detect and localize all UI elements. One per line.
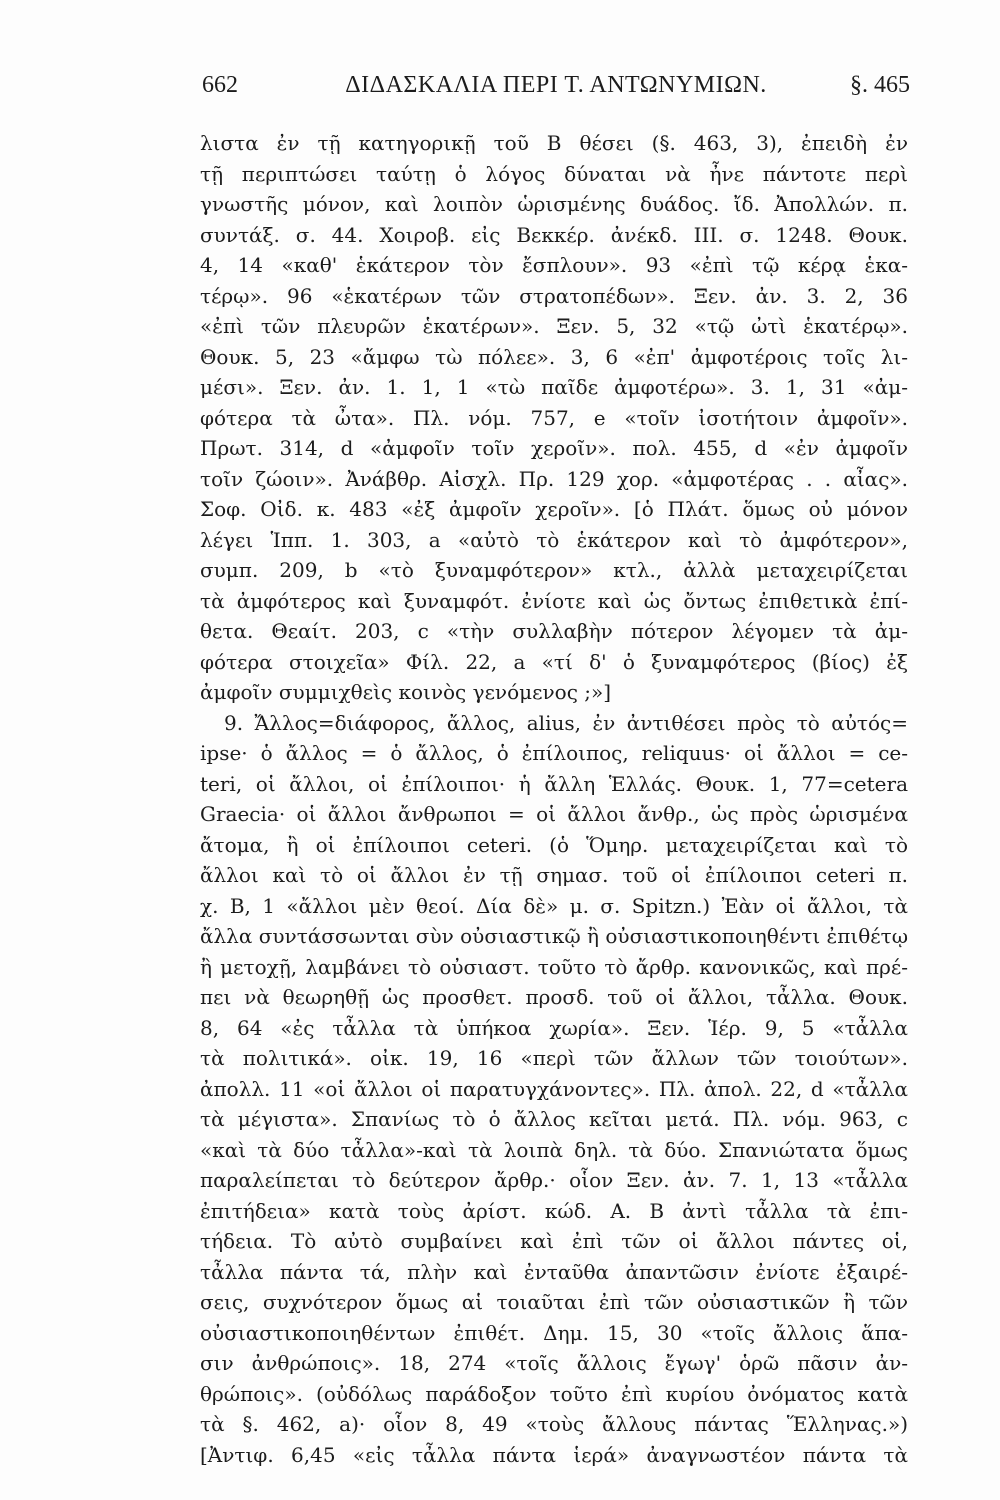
text-line: teri, οἱ ἄλλοι, οἱ ἐπίλοιποι· ἡ ἄλλη Ἑλλάς. Θουκ. 1, 77=cetera: [200, 771, 908, 796]
text-line: φότερα στοιχεῖα» Φίλ. 22, a «τί δ' ὁ ξυναμφότερος (βίος) ἐξ: [200, 649, 908, 674]
text-line: ἄλλα συντάσσωνται σὺν οὐσιαστικῷ ἢ οὐσιαστικοποιηθέντι ἐπιθέτῳ: [200, 924, 908, 948]
text-line: παραλείπεται τὸ δεύτερον ἄρθρ.· οἷον Ξεν. ἀν. 7. 1, 13 «τἆλλα: [200, 1168, 908, 1192]
text-line: τὰ ἀμφότερος καὶ ξυναμφότ. ἐνίοτε καὶ ὡς ὄντως ἐπιθετικὰ ἐπί-: [200, 588, 908, 613]
text-line: Σοφ. Οἰδ. κ. 483 «ἐξ ἀμφοῖν χεροῖν». [ὁ Πλάτ. ὅμως οὐ μόνον: [200, 497, 908, 521]
text-line: τὰ πολιτικά». οἰκ. 19, 16 «περὶ τῶν ἄλλων τῶν τοιούτων».: [200, 1046, 908, 1070]
text-body: [200, 128, 908, 1468]
text-line: Θουκ. 5, 23 «ἄμφω τὼ πόλεε». 3, 6 «ἐπ' ἀμφοτέροις τοῖς λι-: [200, 344, 908, 369]
text-line: χ. Β, 1 «ἄλλοι μὲν θεοί. Δία δὲ» μ. σ. Spitzn.) Ἐὰν οἱ ἄλλοι, τὰ: [200, 893, 908, 918]
text-line: σιν ἀνθρώποις». 18, 274 «τοῖς ἄλλοις ἔγωγ' ὁρῶ πᾶσιν ἀν-: [200, 1351, 908, 1375]
text-line: τέρῳ». 96 «ἑκατέρων τῶν στρατοπέδων». Ξεν. ἀν. 3. 2, 36: [200, 283, 908, 308]
text-line: ἄτομα, ἢ οἱ ἐπίλοιποι ceteri. (ὁ Ὅμηρ. μεταχειρίζεται καὶ τὸ: [200, 832, 908, 857]
text-line: τῇ περιπτώσει ταύτῃ ὁ λόγος δύναται νὰ ἦνε πάντοτε περὶ: [200, 161, 908, 186]
text-line: φότερα τὰ ὦτα». Πλ. νόμ. 757, e «τοῖν ἰσοτήτοιν ἀμφοῖν».: [200, 405, 908, 430]
text-line: τὰ μέγιστα». Σπανίως τὸ ὁ ἄλλος κεῖται μετά. Πλ. νόμ. 963, c: [200, 1107, 908, 1131]
page-number: 662: [202, 72, 238, 98]
text-line: Πρωτ. 314, d «ἀμφοῖν τοῖν χεροῖν». πολ. 455, d «ἐν ἀμφοῖν: [200, 436, 908, 460]
text-line: τὰ §. 462, a)· οἷον 8, 49 «τοὺς ἄλλους πάντας Ἕλληνας.»): [200, 1412, 908, 1436]
text-line: ipse· ὁ ἄλλος = ὁ ἄλλος, ὁ ἐπίλοιπος, reliquus· οἱ ἄλλοι = ce-: [200, 741, 908, 765]
text-line: 4, 14 «καθ' ἑκάτερον τὸν ἔσπλουν». 93 «ἐπὶ τῷ κέρᾳ ἑκα-: [200, 253, 908, 277]
text-line: «ἐπὶ τῶν πλευρῶν ἑκατέρων». Ξεν. 5, 32 «τῷ ὠτὶ ἑκατέρῳ».: [200, 314, 908, 338]
text-line: [Ἀντιφ. 6,45 «εἰς τἆλλα πάντα ἱερά» ἀναγνωστέον πάντα τὰ: [200, 1442, 908, 1467]
text-line: λέγει Ἱππ. 1. 303, a «αὐτὸ τὸ ἑκάτερον καὶ τὸ ἀμφότερον»,: [200, 527, 908, 552]
text-line: ἐπιτήδεια» κατὰ τοὺς ἀρίστ. κώδ. Α. Β ἀντὶ τἆλλα τὰ ἐπι-: [200, 1198, 908, 1223]
section-number: §. 465: [850, 72, 910, 98]
text-line: πει νὰ θεωρηθῇ ὡς προσθετ. προσδ. τοῦ οἱ ἄλλοι, τἆλλα. Θουκ.: [200, 985, 908, 1009]
text-line: συντάξ. σ. 44. Χοιροβ. εἰς Βεκκέρ. ἀνέκδ. III. σ. 1248. Θουκ.: [200, 222, 908, 247]
text-line: Graecia· οἱ ἄλλοι ἄνθρωποι = οἱ ἄλλοι ἄνθρ., ὡς πρὸς ὡρισμένα: [200, 802, 908, 826]
text-line: θετα. Θεαίτ. 203, c «τὴν συλλαβὴν πότερον λέγομεν τὰ ἀμ-: [200, 619, 908, 643]
text-line: 8, 64 «ἐς τἆλλα τὰ ὑπήκοα χωρία». Ξεν. Ἱέρ. 9, 5 «τἆλλα: [200, 1015, 908, 1040]
text-line: θρώποις». (οὐδόλως παράδοξον τοῦτο ἐπὶ κυρίου ὀνόματος κατὰ: [200, 1381, 908, 1406]
page-header: [202, 72, 910, 108]
running-title: ΔΙΔΑΣΚΑΛΙΑ ΠΕΡΙ Τ. ΑΝΤΩΝΥΜΙΩΝ.: [345, 72, 767, 98]
paragraph-start-line: 9. Ἄλλος=διάφορος, ἄλλος, alius, ἐν ἀντιθέσει πρὸς τὸ αὐτός=: [224, 710, 908, 735]
text-line: ἀπολλ. 11 «οἱ ἄλλοι οἱ παρατυγχάνοντες». Πλ. ἀπολ. 22, d «τἆλλα: [200, 1076, 908, 1101]
text-line: ἀμφοῖν συμμιχθεὶς κοινὸς γενόμενος ;»]: [200, 680, 612, 704]
text-line: λιστα ἐν τῇ κατηγορικῇ τοῦ Β θέσει (§. 463, 3), ἐπειδὴ ἐν: [200, 131, 908, 155]
text-line: «καὶ τὰ δύο τἆλλα»-καὶ τὰ λοιπὰ δηλ. τὰ δύο. Σπανιώτατα ὅμως: [200, 1137, 908, 1162]
text-line: τἆλλα πάντα τά, πλὴν καὶ ἐνταῦθα ἀπαντῶσιν ἐνίοτε ἐξαιρέ-: [200, 1259, 908, 1284]
text-line: οὐσιαστικοποιηθέντων ἐπιθέτ. Δημ. 15, 30 «τοῖς ἄλλοις ἅπα-: [200, 1320, 908, 1345]
text-line: ἄλλοι καὶ τὸ οἱ ἄλλοι ἐν τῇ σημασ. τοῦ οἱ ἐπίλοιποι ceteri π.: [200, 863, 908, 887]
text-line: τοῖν ζώοιν». Ἀνάβθρ. Αἰσχλ. Πρ. 129 χορ. «ἀμφοτέρας . . αἶας».: [200, 466, 908, 491]
text-line: ἢ μετοχῇ, λαμβάνει τὸ οὐσιαστ. τοῦτο τὸ ἄρθρ. κανονικῶς, καὶ πρέ-: [200, 954, 908, 979]
text-line: συμπ. 209, b «τὸ ξυναμφότερον» κτλ., ἀλλὰ μεταχειρίζεται: [200, 558, 908, 582]
text-line: τήδεια. Τὸ αὐτὸ συμβαίνει καὶ ἐπὶ τῶν οἱ ἄλλοι πάντες οἱ,: [200, 1229, 908, 1253]
text-line: σεις, συχνότερον ὅμως αἱ τοιαῦται ἐπὶ τῶν οὐσιαστικῶν ἢ τῶν: [200, 1290, 908, 1314]
text-line: μέσι». Ξεν. ἀν. 1. 1, 1 «τὼ παῖδε ἀμφοτέρω». 3. 1, 31 «ἀμ-: [200, 375, 908, 399]
text-line: γνωστῆς μόνον, καὶ λοιπὸν ὡρισμένης δυάδος. ἴδ. Ἀπολλών. π.: [200, 192, 908, 216]
